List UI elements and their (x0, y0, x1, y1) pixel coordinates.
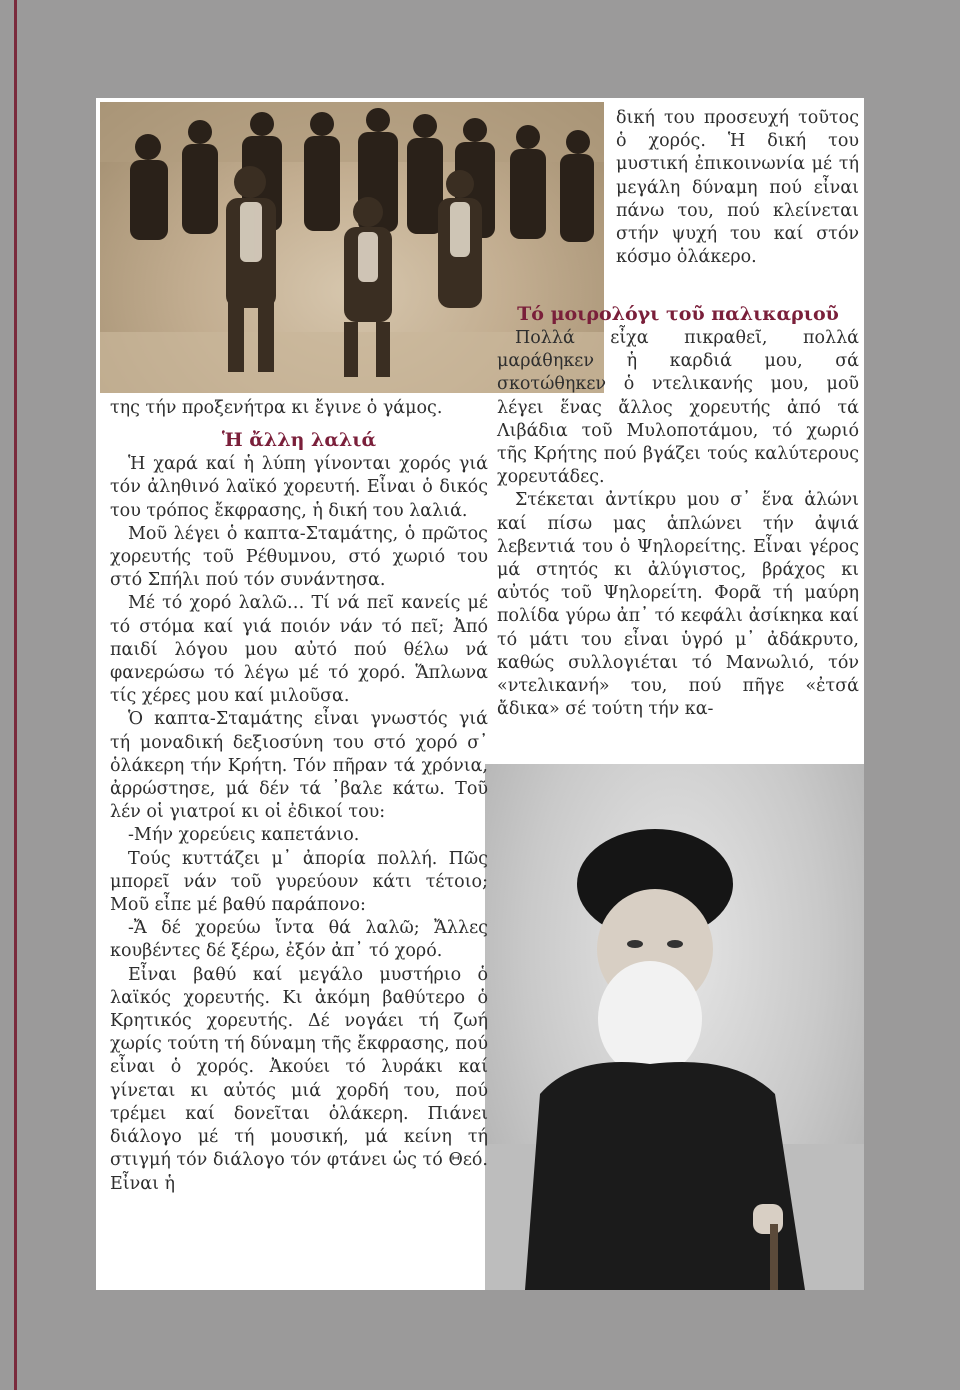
paragraph: Ἡ χαρά καί ἡ λύπη γίνονται χορός γιά τόν ἀληθινό λαϊκό χορευτή. Εἶναι ὁ δικός του τρόπος ἔκφρασης, ἡ δική του λαλιά. (110, 454, 488, 521)
right-column-text (497, 302, 859, 721)
right-column-top-text (616, 107, 859, 269)
paragraph: Μέ τό χορό λαλῶ… Τί νά πεῖ κανείς μέ τό στόμα καί γιά ποιόν νάν τό πεῖ; Ἀπό παιδί λόγου μου αὐτό πού θέλω νά φανερώσω τό λέγω μέ τό χορό. Ἅπλωνα τίς χέρες μου καί μιλοῦσα. (110, 593, 488, 707)
paragraph: -Μήν χορεύεις καπετάνιο. (128, 825, 360, 846)
left-column-text (110, 397, 488, 1196)
paragraph: Τούς κυττάζει μ᾽ ἀπορία πολλή. Πῶς μπορεῖ νάν τοῦ γυρεύουν κάτι τέτοιο; Μοῦ εἶπε μέ βαθύ παράπονο: (110, 848, 488, 916)
paragraph: Στέκεται ἀντίκρυ μου σ᾽ ἕνα ἁλώνι καί πίσω μας ἁπλώνει τήν ἀψιά λεβεντιά του ὁ Ψηλορείτης. Εἶναι γέρος μά στητός κι ἀλύγιστος, βράχος κι αὐτός τοῦ Ψηλορείτη. Φορᾶ τή μαύρη πολίδα γύρω ἀπ᾽ τό κεφάλι ἀσίκηκα καί τό μάτι του εἶναι ὑγρό μ᾽ ἀδάκρυτο, καθώς συλλογιέται τό Μανωλιό, τόν «ντελικανή» του, πού πῆγε «ἐτσά ἄδικα» σέ τούτη τήν κα- (497, 490, 859, 720)
paragraph: Πολλά εἶχα πικραθεῖ, πολλά μαράθηκεν ἡ καρδιά μου, σά σκοτώθηκεν ὁ ντελικανής μου, μοῦ λέγει ἕνας ἄλλος χορευτής ἀπό τά Λιβάδια τοῦ Μυλοποτάμου, τό χωριό τῆς Κρήτης πού βγάζει τούς καλύτερους χορευτάδες. (497, 328, 859, 488)
paragraph: Ὁ καπτα-Σταμάτης εἶναι γνωστός γιά τή μοναδική δεξιοσύνη του στό χορό σ᾽ ὁλάκερη τήν Κρήτη. Τόν πῆραν τά χρόνια, ἀρρώστησε, μά δέν τά ᾽βαλε κάτω. Τοῦ λέν οἱ γιατροί κι οἱ ἐδικοί του: (110, 709, 488, 823)
continuation-paragraph: δική του προσευχή τοῦτος ὁ χορός. Ἡ δική του μυστική ἐπικοινωνία μέ τή μεγάλη δύναμη πού εἶναι πάνω του, πού κλείνεται στήν ψυχή του καί στόν κόσμο ὁλάκερο. (616, 108, 859, 268)
page-edge-line (14, 0, 17, 1390)
paragraph: Εἶναι βαθύ καί μεγάλο μυστήριο ὁ λαϊκός χορευτής. Κι ἀκόμη βαθύτερο ὁ Κρητικός χορευτής. Δέ νογάει τή ζωή χωρίς τούτη τή δύναμη τῆς ἔκφρασης, πού εἶναι ὁ χορός. Ἀκούει τό λυράκι καί γίνεται κι αὐτός μιά χορδή του, πού τρέμει καί δονεῖται ὁλάκερη. Πιάνει διάλογο μέ τή μουσική, μά κείνη τή στιγμή τόν διάλογο τόν φτάνει ὡς τό Θεό. Εἶναι ἡ (110, 964, 488, 1194)
paragraph: της τήν προξενήτρα κι ἔγινε ὁ γάμος. (110, 398, 443, 418)
section-heading-other-speech: Ἡ ἄλλη λαλιά (221, 429, 377, 452)
paragraph: Μοῦ λέγει ὁ καπτα-Σταμάτης, ὁ πρῶτος χορευτής τοῦ Ρέθυμνου, στό χωριό του στό Σπήλι πού τόν συνάντησα. (110, 523, 488, 591)
paragraph: -Ἄ δέ χορεύω ἴντα θά λαλῶ; Ἄλλες κουβέντες δέ ξέρω, ἐξόν ἀπ᾽ τό χορό. (110, 918, 488, 962)
section-heading-lament: Τό μοιρολόγι τοῦ παλικαριοῦ (517, 303, 839, 325)
elderly-man-portrait-photo (485, 764, 864, 1290)
